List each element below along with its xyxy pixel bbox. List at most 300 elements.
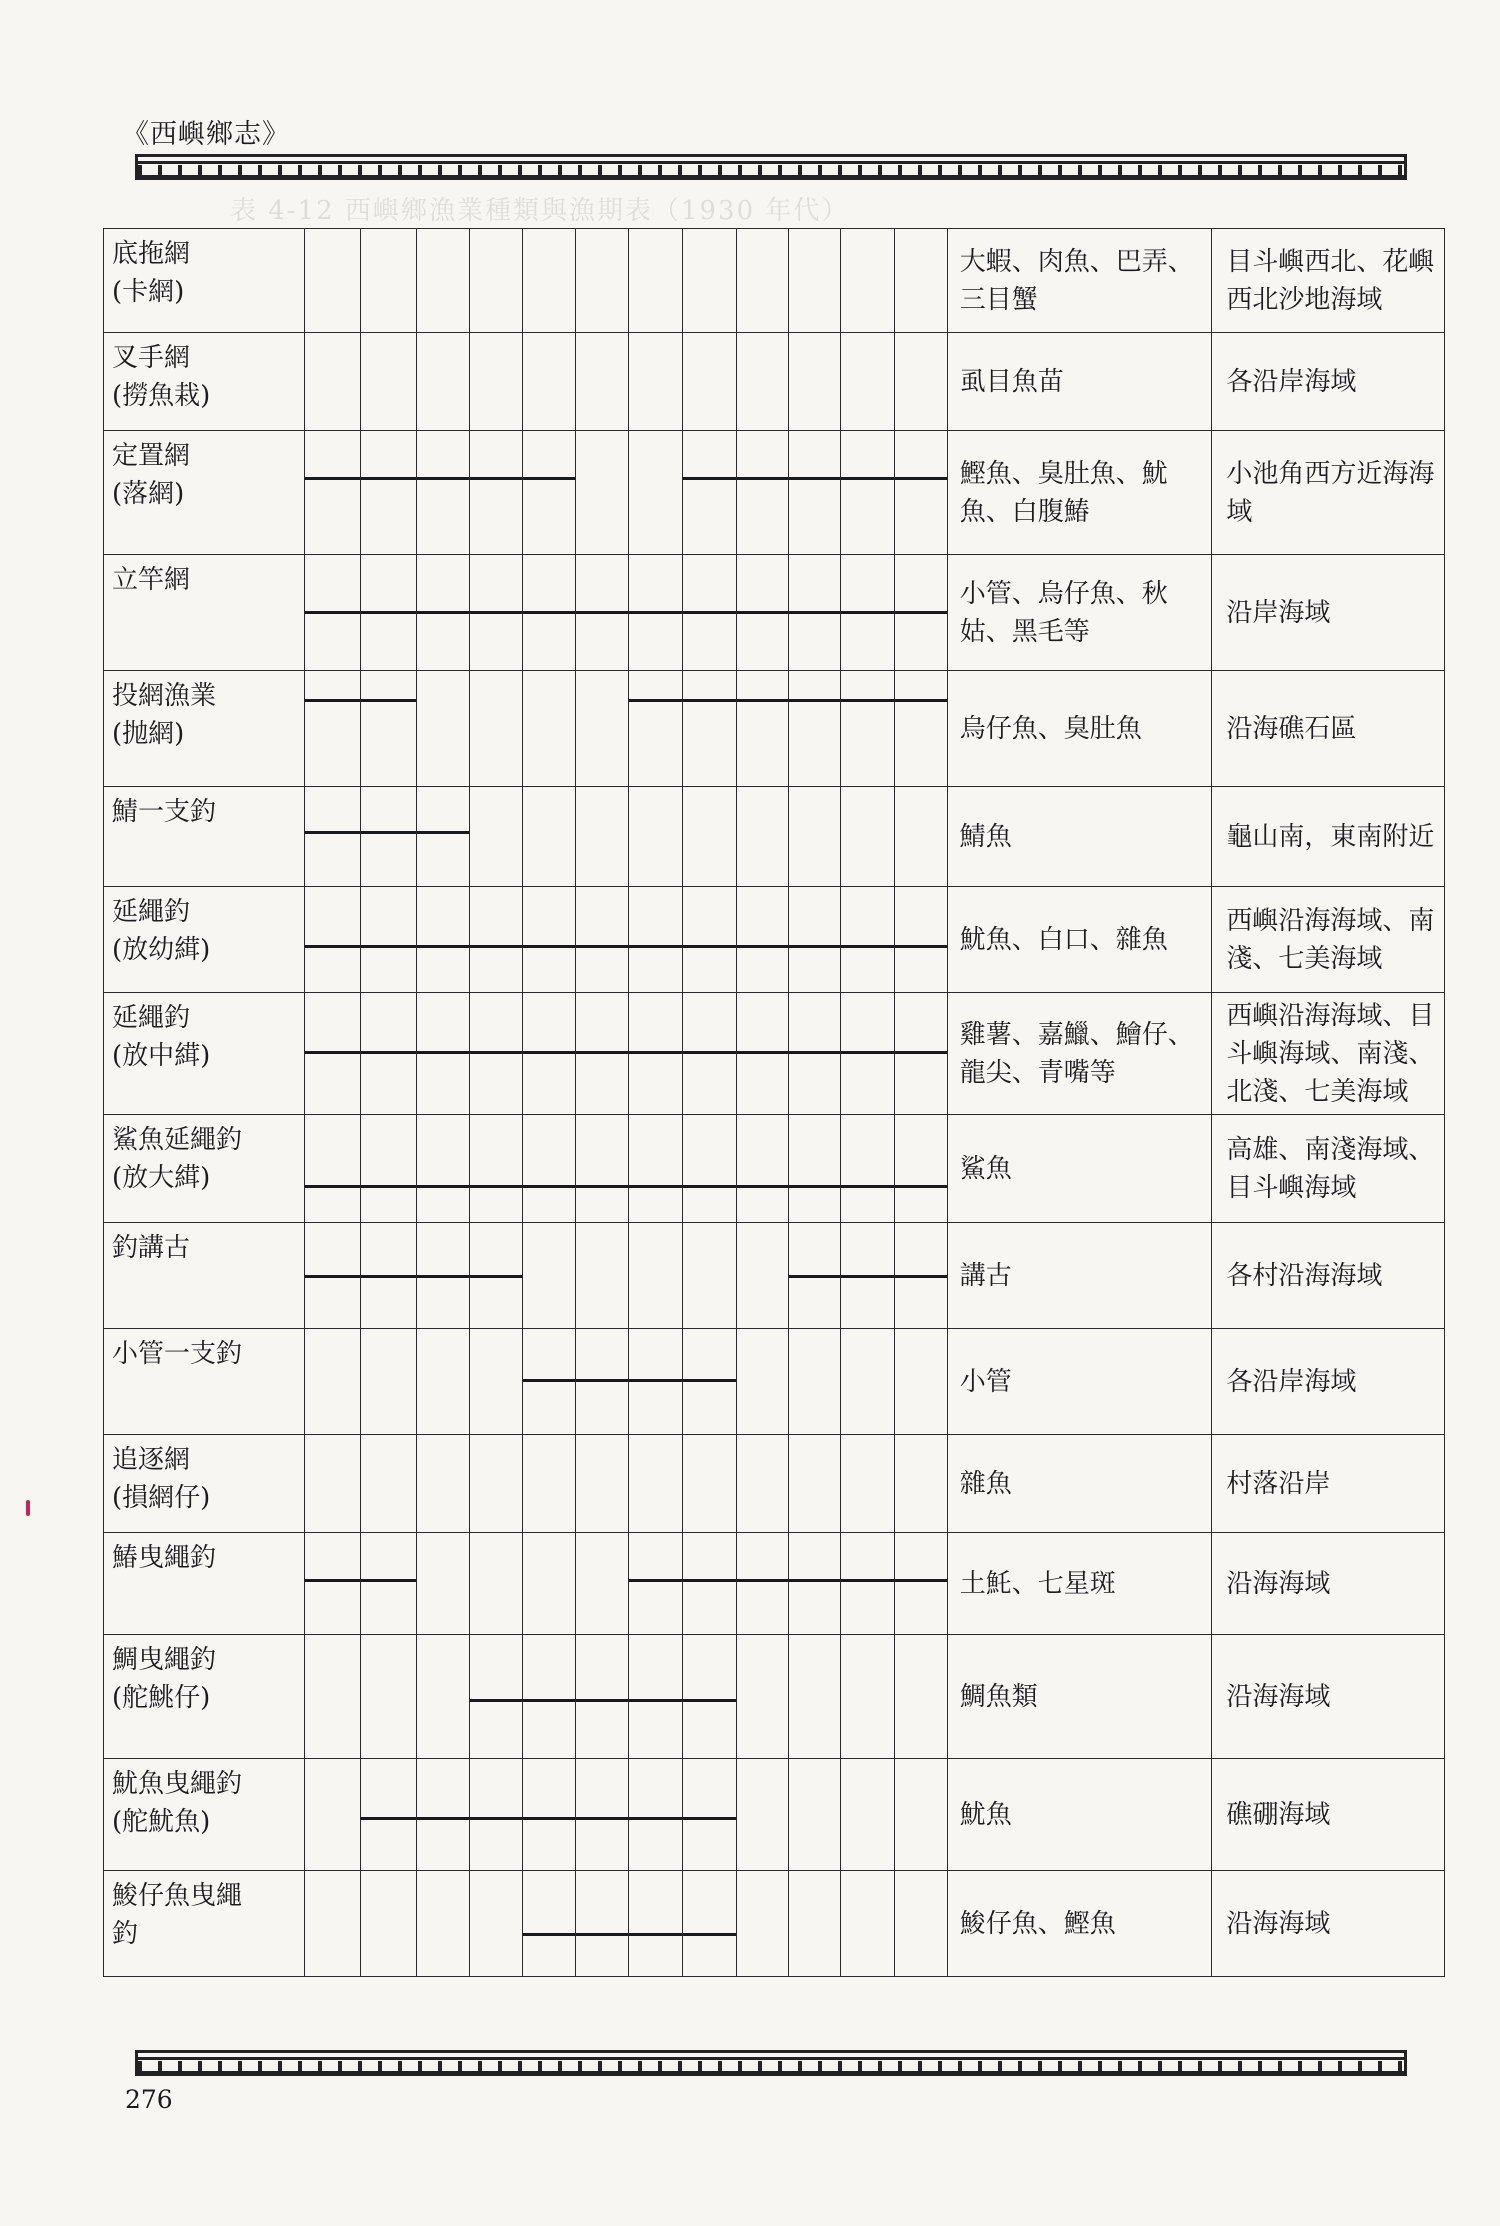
month-cell-8 [683,431,737,555]
season-bar [683,945,736,948]
month-cell-7 [629,1635,683,1759]
month-cell-2 [361,993,417,1115]
month-cell-12 [894,787,947,887]
month-cell-4 [470,333,523,431]
month-cell-9 [737,787,789,887]
season-bar [305,611,360,614]
fish-species-cell: 鯖魚 [947,787,1212,887]
season-bar [841,945,894,948]
method-name-cell [104,1435,305,1533]
month-cell-7 [629,1759,683,1871]
method-name-line: 鯖一支釣 [112,797,217,827]
season-bar [737,945,788,948]
month-cell-9 [737,431,789,555]
fishing-area-cell: 龜山南，東南附近 [1212,787,1445,887]
month-cell-11 [840,431,894,555]
method-name-cell [104,229,305,333]
month-cell-9 [737,1329,789,1435]
month-cell-10 [788,555,840,671]
method-name-line: 追逐網 [112,1445,191,1475]
season-bar [523,1699,575,1702]
season-bar [361,1817,416,1820]
fishing-area-cell: 沿海海域 [1212,1635,1445,1759]
season-bar [361,1579,416,1582]
month-cell-1 [305,671,361,787]
season-bar [895,945,947,948]
season-bar [895,1185,947,1188]
month-cell-6 [576,993,629,1115]
method-name-cell [104,887,305,993]
month-cell-11 [840,887,894,993]
table-row [104,555,1445,671]
season-bar [305,477,360,480]
method-name-line: 定置網 [112,441,191,471]
method-name-cell [104,333,305,431]
season-bar [576,611,628,614]
method-name-cell [104,1329,305,1435]
month-cell-9 [737,1871,789,1977]
method-name-line: 鰆曳繩釣 [112,1543,217,1573]
month-cell-11 [840,993,894,1115]
month-cell-2 [361,671,417,787]
method-name-line: (損網仔) [112,1483,211,1513]
margin-mark [26,1500,30,1516]
fish-species-cell: 鯛魚類 [947,1635,1212,1759]
greek-key-border-top [135,154,1407,180]
method-name-line: 延繩釣 [112,1003,191,1033]
method-name-cell [104,993,305,1115]
month-cell-6 [576,1223,629,1329]
month-cell-4 [470,671,523,787]
month-cell-1 [305,1435,361,1533]
season-bar [470,945,522,948]
month-cell-2 [361,431,417,555]
fishing-area-cell: 礁硼海域 [1212,1759,1445,1871]
month-cell-2 [361,1871,417,1977]
month-cell-11 [840,229,894,333]
month-cell-1 [305,431,361,555]
fishing-area-cell: 沿海海域 [1212,1533,1445,1635]
season-bar [361,831,416,834]
month-cell-5 [523,1871,576,1977]
month-cell-11 [840,1223,894,1329]
month-cell-1 [305,1533,361,1635]
month-cell-7 [629,993,683,1115]
fishing-area-cell: 各沿岸海域 [1212,333,1445,431]
table-row [104,229,1445,333]
month-cell-9 [737,229,789,333]
fishing-area-cell: 西嶼沿海海域、南淺、七美海域 [1212,887,1445,993]
month-cell-8 [683,887,737,993]
season-bar [629,699,682,702]
month-cell-10 [788,787,840,887]
season-bar [683,611,736,614]
month-cell-12 [894,1871,947,1977]
month-cell-10 [788,1329,840,1435]
method-name-line: (舵魷魚) [112,1807,211,1837]
month-cell-10 [788,887,840,993]
month-cell-4 [470,1223,523,1329]
month-cell-3 [417,333,470,431]
month-cell-5 [523,333,576,431]
method-name-line: 叉手網 [112,343,191,373]
method-name-line: 鯛曳繩釣 [112,1645,217,1675]
method-name-line: 投網漁業 [112,681,217,711]
month-cell-11 [840,671,894,787]
fish-species-cell: 土魠、七星斑 [947,1533,1212,1635]
month-cell-11 [840,787,894,887]
month-cell-8 [683,1115,737,1223]
month-cell-6 [576,1115,629,1223]
month-cell-5 [523,993,576,1115]
month-cell-8 [683,333,737,431]
season-bar [523,611,575,614]
season-bar [470,1275,522,1278]
table-row [104,1435,1445,1533]
month-cell-2 [361,1533,417,1635]
greek-key-border-bottom [135,2050,1407,2076]
month-cell-4 [470,1533,523,1635]
season-bar [305,1051,360,1054]
season-bar [789,945,840,948]
month-cell-9 [737,333,789,431]
month-cell-9 [737,887,789,993]
month-cell-3 [417,1223,470,1329]
month-cell-5 [523,1115,576,1223]
method-name-line: (卡網) [112,277,185,307]
season-bar [629,1699,682,1702]
season-bar [683,1699,736,1702]
season-bar [737,477,788,480]
month-cell-12 [894,555,947,671]
month-cell-10 [788,431,840,555]
season-bar [629,1579,682,1582]
method-name-line: 鮻仔魚曳繩 [112,1881,243,1911]
table-row [104,993,1445,1115]
fishing-area-cell: 各沿岸海域 [1212,1329,1445,1435]
fish-species-cell: 鰹魚、臭肚魚、魷魚、白腹鰆 [947,431,1212,555]
month-cell-11 [840,1871,894,1977]
season-bar [523,945,575,948]
season-bar [417,611,469,614]
month-cell-2 [361,1329,417,1435]
month-cell-1 [305,333,361,431]
month-cell-8 [683,1223,737,1329]
month-cell-7 [629,431,683,555]
season-bar [841,1579,894,1582]
fishing-area-cell: 各村沿海海域 [1212,1223,1445,1329]
season-bar [895,1579,947,1582]
season-bar [683,1051,736,1054]
season-bar [523,1379,575,1382]
month-cell-11 [840,1635,894,1759]
table-row [104,431,1445,555]
month-cell-4 [470,1115,523,1223]
method-name-line: 釣講古 [112,1233,191,1263]
fish-species-cell: 鯊魚 [947,1115,1212,1223]
table-row [104,1115,1445,1223]
month-cell-6 [576,787,629,887]
season-bar [737,1579,788,1582]
month-cell-1 [305,229,361,333]
method-name-cell [104,1759,305,1871]
month-cell-8 [683,1635,737,1759]
season-bar [789,1051,840,1054]
fish-species-cell: 魷魚 [947,1759,1212,1871]
month-cell-11 [840,1115,894,1223]
season-bar [576,945,628,948]
method-name-line: 立竿網 [112,565,191,595]
month-cell-4 [470,555,523,671]
season-bar [629,1817,682,1820]
month-cell-3 [417,887,470,993]
month-cell-6 [576,1533,629,1635]
month-cell-7 [629,555,683,671]
month-cell-2 [361,787,417,887]
method-name-cell [104,1533,305,1635]
month-cell-11 [840,333,894,431]
month-cell-10 [788,1115,840,1223]
month-cell-7 [629,1533,683,1635]
season-bar [895,477,947,480]
month-cell-1 [305,1759,361,1871]
fish-species-cell: 雞薯、嘉鱲、鱠仔、龍尖、青嘴等 [947,993,1212,1115]
fish-species-cell: 大蝦、肉魚、巴弄、三目蟹 [947,229,1212,333]
season-bar [629,1051,682,1054]
month-cell-12 [894,1115,947,1223]
month-cell-11 [840,1533,894,1635]
month-cell-2 [361,887,417,993]
method-name-line: (撈魚栽) [112,381,211,411]
season-bar [470,1817,522,1820]
season-bar [305,831,360,834]
month-cell-11 [840,1435,894,1533]
method-name-line: 鯊魚延繩釣 [112,1125,243,1155]
month-cell-10 [788,993,840,1115]
month-cell-3 [417,1635,470,1759]
month-cell-10 [788,229,840,333]
month-cell-2 [361,1115,417,1223]
season-bar [789,1185,840,1188]
season-bar [789,1579,840,1582]
season-bar [737,611,788,614]
month-cell-1 [305,993,361,1115]
month-cell-8 [683,555,737,671]
month-cell-4 [470,1329,523,1435]
season-bar [789,477,840,480]
season-bar [576,1817,628,1820]
season-bar [361,699,416,702]
month-cell-3 [417,1115,470,1223]
season-bar [737,699,788,702]
season-bar [470,477,522,480]
season-bar [417,831,469,834]
season-bar [576,1379,628,1382]
month-cell-3 [417,555,470,671]
season-bar [683,699,736,702]
season-bar [789,699,840,702]
season-bar [841,699,894,702]
table-row [104,1635,1445,1759]
season-bar [629,1933,682,1936]
month-cell-6 [576,1329,629,1435]
season-bar [629,1379,682,1382]
table-row [104,1759,1445,1871]
season-bar [523,1051,575,1054]
month-cell-2 [361,1223,417,1329]
season-bar [417,1185,469,1188]
month-cell-6 [576,1871,629,1977]
season-bar [417,1051,469,1054]
month-cell-2 [361,1435,417,1533]
month-cell-8 [683,1329,737,1435]
fish-species-cell: 虱目魚苗 [947,333,1212,431]
month-cell-7 [629,887,683,993]
month-cell-7 [629,229,683,333]
month-cell-6 [576,671,629,787]
month-cell-1 [305,555,361,671]
month-cell-6 [576,333,629,431]
fish-species-cell: 講古 [947,1223,1212,1329]
month-cell-4 [470,993,523,1115]
month-cell-8 [683,1871,737,1977]
month-cell-4 [470,1635,523,1759]
method-name-line: 延繩釣 [112,897,191,927]
season-bar [841,477,894,480]
season-bar [470,611,522,614]
season-bar [470,1051,522,1054]
month-cell-5 [523,229,576,333]
fish-species-cell: 小管、烏仔魚、秋姑、黑毛等 [947,555,1212,671]
month-cell-1 [305,887,361,993]
table-row [104,671,1445,787]
season-bar [841,1275,894,1278]
month-cell-10 [788,671,840,787]
season-bar [576,1933,628,1936]
month-cell-12 [894,1223,947,1329]
month-cell-3 [417,671,470,787]
month-cell-5 [523,431,576,555]
month-cell-8 [683,1435,737,1533]
month-cell-4 [470,229,523,333]
month-cell-3 [417,787,470,887]
month-cell-10 [788,333,840,431]
fishing-area-cell: 沿海礁石區 [1212,671,1445,787]
month-cell-10 [788,1533,840,1635]
month-cell-3 [417,431,470,555]
season-bar [576,1699,628,1702]
season-bar [417,945,469,948]
fishing-area-cell: 沿海海域 [1212,1871,1445,1977]
season-bar [895,1051,947,1054]
fishing-area-cell: 沿岸海域 [1212,555,1445,671]
month-cell-10 [788,1435,840,1533]
month-cell-1 [305,1871,361,1977]
method-name-cell [104,1871,305,1977]
season-bar [576,1051,628,1054]
season-bar [305,1579,360,1582]
method-name-cell [104,787,305,887]
month-cell-6 [576,431,629,555]
season-bar [683,1579,736,1582]
season-bar [305,699,360,702]
month-cell-12 [894,431,947,555]
method-name-cell [104,1223,305,1329]
season-bar [417,1275,469,1278]
season-bar [841,1185,894,1188]
month-cell-9 [737,1435,789,1533]
month-cell-5 [523,1223,576,1329]
month-cell-4 [470,1871,523,1977]
season-bar [361,1185,416,1188]
month-cell-4 [470,1759,523,1871]
month-cell-9 [737,555,789,671]
fish-species-cell: 烏仔魚、臭肚魚 [947,671,1212,787]
method-name-cell [104,1115,305,1223]
month-cell-3 [417,1329,470,1435]
month-cell-5 [523,1435,576,1533]
month-cell-7 [629,1871,683,1977]
season-bar [895,611,947,614]
season-bar [683,1817,736,1820]
season-bar [523,1933,575,1936]
month-cell-6 [576,1759,629,1871]
month-cell-9 [737,1115,789,1223]
month-cell-2 [361,1635,417,1759]
method-name-line: 小管一支釣 [112,1339,243,1369]
month-cell-2 [361,229,417,333]
season-bar [629,611,682,614]
month-cell-10 [788,1871,840,1977]
month-cell-9 [737,1223,789,1329]
season-bar [361,611,416,614]
method-name-line: (放大縙) [112,1163,211,1193]
season-bar [470,1185,522,1188]
month-cell-6 [576,1635,629,1759]
month-cell-5 [523,887,576,993]
month-cell-4 [470,1435,523,1533]
method-name-cell [104,671,305,787]
fishing-area-cell: 高雄、南淺海域、目斗嶼海域 [1212,1115,1445,1223]
season-bar [789,611,840,614]
month-cell-8 [683,229,737,333]
season-bar [305,1275,360,1278]
month-cell-12 [894,1329,947,1435]
month-cell-2 [361,333,417,431]
month-cell-1 [305,787,361,887]
bleed-through-caption: 表 4-12 西嶼鄉漁業種類與漁期表（1930 年代） [230,196,850,226]
month-cell-4 [470,887,523,993]
month-cell-7 [629,671,683,787]
month-cell-10 [788,1635,840,1759]
month-cell-1 [305,1115,361,1223]
table-row [104,887,1445,993]
month-cell-9 [737,1533,789,1635]
month-cell-8 [683,1759,737,1871]
month-cell-9 [737,993,789,1115]
month-cell-3 [417,1533,470,1635]
table-row [104,1533,1445,1635]
season-bar [361,477,416,480]
month-cell-7 [629,1435,683,1533]
month-cell-3 [417,1759,470,1871]
season-bar [895,1275,947,1278]
month-cell-12 [894,1533,947,1635]
month-cell-8 [683,1533,737,1635]
method-name-line: (落網) [112,479,185,509]
month-cell-6 [576,229,629,333]
month-cell-1 [305,1635,361,1759]
